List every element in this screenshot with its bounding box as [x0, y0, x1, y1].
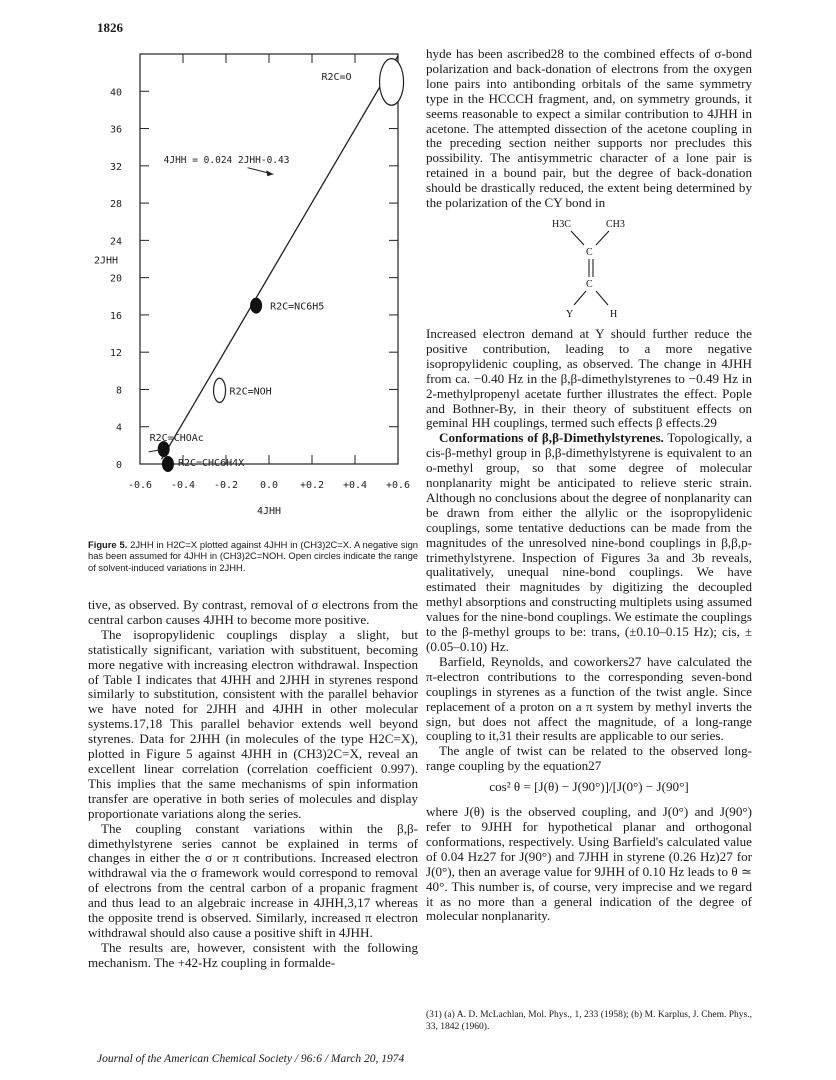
caption-text: 2JHH in H2C=X plotted against 4JHH in (CH3)2C=X. A negative sign has been assumed for 4JHH in (CH3)2C=NOH. Open circles indicate the range of solvent-induced variations in 2JHH.	[88, 539, 418, 573]
point-label: R2C=CHOAc	[149, 433, 204, 445]
point-label: R2C=NC6H5	[270, 301, 325, 313]
y-tick-label: 16	[109, 310, 122, 322]
data-point-filled	[162, 456, 174, 472]
data-point-open	[380, 59, 404, 106]
label-arrow	[149, 450, 160, 452]
y-tick-label: 12	[109, 348, 122, 360]
y-tick-label: 4	[115, 422, 122, 434]
equation-arrowhead	[266, 170, 273, 176]
structure-c2: C	[586, 278, 593, 290]
x-axis-label: 4JHH	[256, 506, 282, 517]
data-point-open	[214, 378, 226, 402]
twist-equation: cos² θ = [J(θ) − J(90°)]/[J(0°) − J(90°]	[489, 779, 689, 795]
fit-line	[162, 56, 399, 459]
figure-caption	[88, 539, 418, 573]
left-column	[88, 598, 418, 971]
x-tick-label: +0.6	[385, 480, 411, 491]
paragraph: The isopropylidenic couplings display a slight, but statistically significant, variation with substituent, becoming more negative with increasing electron withdrawal. Inspection of Table I indicates that 4JHH and 2JHH in styrenes respond similarly to substitution, consistent with the parallel behavior we have noted for 2JHH and 4JHH in other molecular systems.17,18 This parallel behavior extends well beyond styrenes. Data for 2JHH (in molecules of the type H2C=X), plotted in Figure 5 against 4JHH in (CH3)2C=X, reveal an excellent linear correlation (correlation coefficient 0.997). This implies that the same mechanisms of spin information transfer are operative in both series of molecules and display proportionate variations along the series.	[88, 626, 418, 821]
point-label: R2C=NOH	[229, 386, 272, 398]
structure-h: H	[610, 308, 618, 320]
paragraph: tive, as observed. By contrast, removal of σ electrons from the central carbon causes 4JHH to become more positive.	[88, 597, 418, 627]
paragraph: Topologically, a cis-β-methyl group in β,β-dimethylstyrene is equivalent to an o-methyl group, so that some degree of molecular nonplanarity might be anticipated to relieve steric strain. Although no conclusions about the degree of nonplanarity can be drawn from either the allylic or the isopropylidenic couplings, some tentative deductions can be made from the magnitudes of the unresolved nine-bond couplings in β,β,p-trimethylstyrene. Inspection of Figures 3a and 3b reveals, qualitatively, unequal nine-bond couplings. We have estimated their magnitudes by digitizing the decoupled methyl absorptions and constructing multiplets using assumed values for the nine-bond couplings. We estimate the couplings to the β-methyl groups to be: trans, (±0.10–0.15 Hz); cis, ±(0.05–0.10) Hz.	[426, 430, 752, 654]
paragraph: where J(θ) is the observed coupling, and J(0°) and J(90°) refer to 9JHH for hypothetical planar and orthogonal conformations, respectively. Using Barfield's calculated value of 0.04 Hz27 for J(90°) and 7JHH in styrene (0.26 Hz)27 for J(0°), then an average value for 9JHH of 0.10 Hz leads to θ ≃ 40°. This number is, of course, very imprecise and we regard it as no more than a general indication of the degree of molecular nonplanarity.	[426, 804, 752, 924]
fit-equation: 4JHH = 0.024 2JHH-0.43	[163, 155, 290, 167]
paragraph: hyde has been ascribed28 to the combined effects of σ-bond polarization and back-donation of electrons from the oxygen lone pairs into antibonding orbitals of the same symmetry type in the HCCCH fragment, and, on symmetry grounds, it seems reasonable to expect a similar contribution to 4JHH in acetone. The attempted dissection of the acetone coupling in the preceding section neither supports nor precludes this possibility. The antisymmetric character of a lone pair is retained in a bound pair, but the degree of back-donation should be drastically reduced, the extent being determined by the polarization of the CY bond in	[426, 46, 752, 211]
y-tick-label: 36	[109, 124, 122, 136]
x-tick-label: -0.6	[127, 480, 153, 491]
y-tick-label: 24	[109, 236, 122, 248]
figure-5-chart	[88, 42, 418, 542]
paragraph: Barfield, Reynolds, and coworkers27 have calculated the π-electron contributions to the corresponding seven-bond couplings in styrenes as a function of the twist angle. Since replacement of a proton on a π system by methyl inverts the sign, but does not affect the magnitude, of a long-range coupling to it,31 their results are applicable to our series.	[426, 653, 752, 744]
plot-frame	[140, 54, 398, 464]
paragraph: Increased electron demand at Y should further reduce the positive contribution, leading to a more negative isopropylidenic coupling, as observed. The change in 4JHH from ca. −0.40 Hz in the β,β-dimethylstyrenes to −0.49 Hz in 2-methylpropenyl acetate further illustrates the effect. Pople and Bothner-By, in their theory of substituent effects on geminal HH couplings, termed such effects β effects.29	[426, 325, 752, 431]
x-tick-label: 0.0	[259, 480, 279, 491]
journal-footer: Journal of the American Chemical Society / 96:6 / March 20, 1974	[97, 1053, 405, 1065]
y-tick-label: 32	[109, 161, 122, 173]
chemical-structure	[426, 213, 752, 323]
section-heading: Conformations of β,β-Dimethylstyrenes.	[439, 430, 664, 446]
point-label: R2C=CHC6H4X	[177, 458, 245, 469]
structure-y: Y	[566, 308, 574, 320]
x-tick-label: +0.2	[299, 480, 325, 491]
paragraph: The results are, however, consistent with the following mechanism. The +42-Hz coupling in formalde-	[88, 939, 418, 970]
y-tick-label: 28	[109, 199, 122, 211]
y-axis-label: 2JHH	[93, 255, 119, 267]
page-number: 1826	[97, 20, 123, 35]
right-column	[426, 47, 752, 924]
paragraph: The coupling constant variations within the β,β-dimethylstyrene series cannot be explained in terms of changes in either the σ or π contributions. Increased electron withdrawal via the σ framework would correspond to removal of electrons from the central carbon of a propanic fragment and thus lead to an algebraic increase in 4JHH,3,17 whereas the opposite trend is observed. Similarly, increased π electron withdrawal should also cause a positive shift in 4JHH.	[88, 820, 418, 940]
y-tick-label: 40	[109, 87, 122, 99]
x-tick-label: +0.4	[342, 480, 368, 491]
structure-ch3: CH3	[606, 218, 625, 230]
structure-h3c: H3C	[552, 218, 571, 230]
footnote-reference: (31) (a) A. D. McLachlan, Mol. Phys., 1, 233 (1958); (b) M. Karplus, J. Chem. Phys., 33, 1842 (1960).	[426, 1010, 752, 1032]
paragraph: The angle of twist can be related to the observed long-range coupling by the equation27	[426, 743, 752, 774]
x-tick-label: -0.4	[170, 480, 196, 491]
point-label: R2C=O	[321, 71, 352, 83]
y-tick-label: 20	[109, 273, 122, 285]
scatter-plot	[88, 42, 418, 542]
y-tick-label: 8	[115, 385, 122, 397]
x-tick-label: -0.2	[213, 480, 239, 491]
y-tick-label: 0	[115, 460, 122, 471]
caption-label: Figure 5.	[88, 539, 128, 550]
data-point-filled	[250, 298, 262, 314]
structure-c1: C	[586, 246, 593, 258]
